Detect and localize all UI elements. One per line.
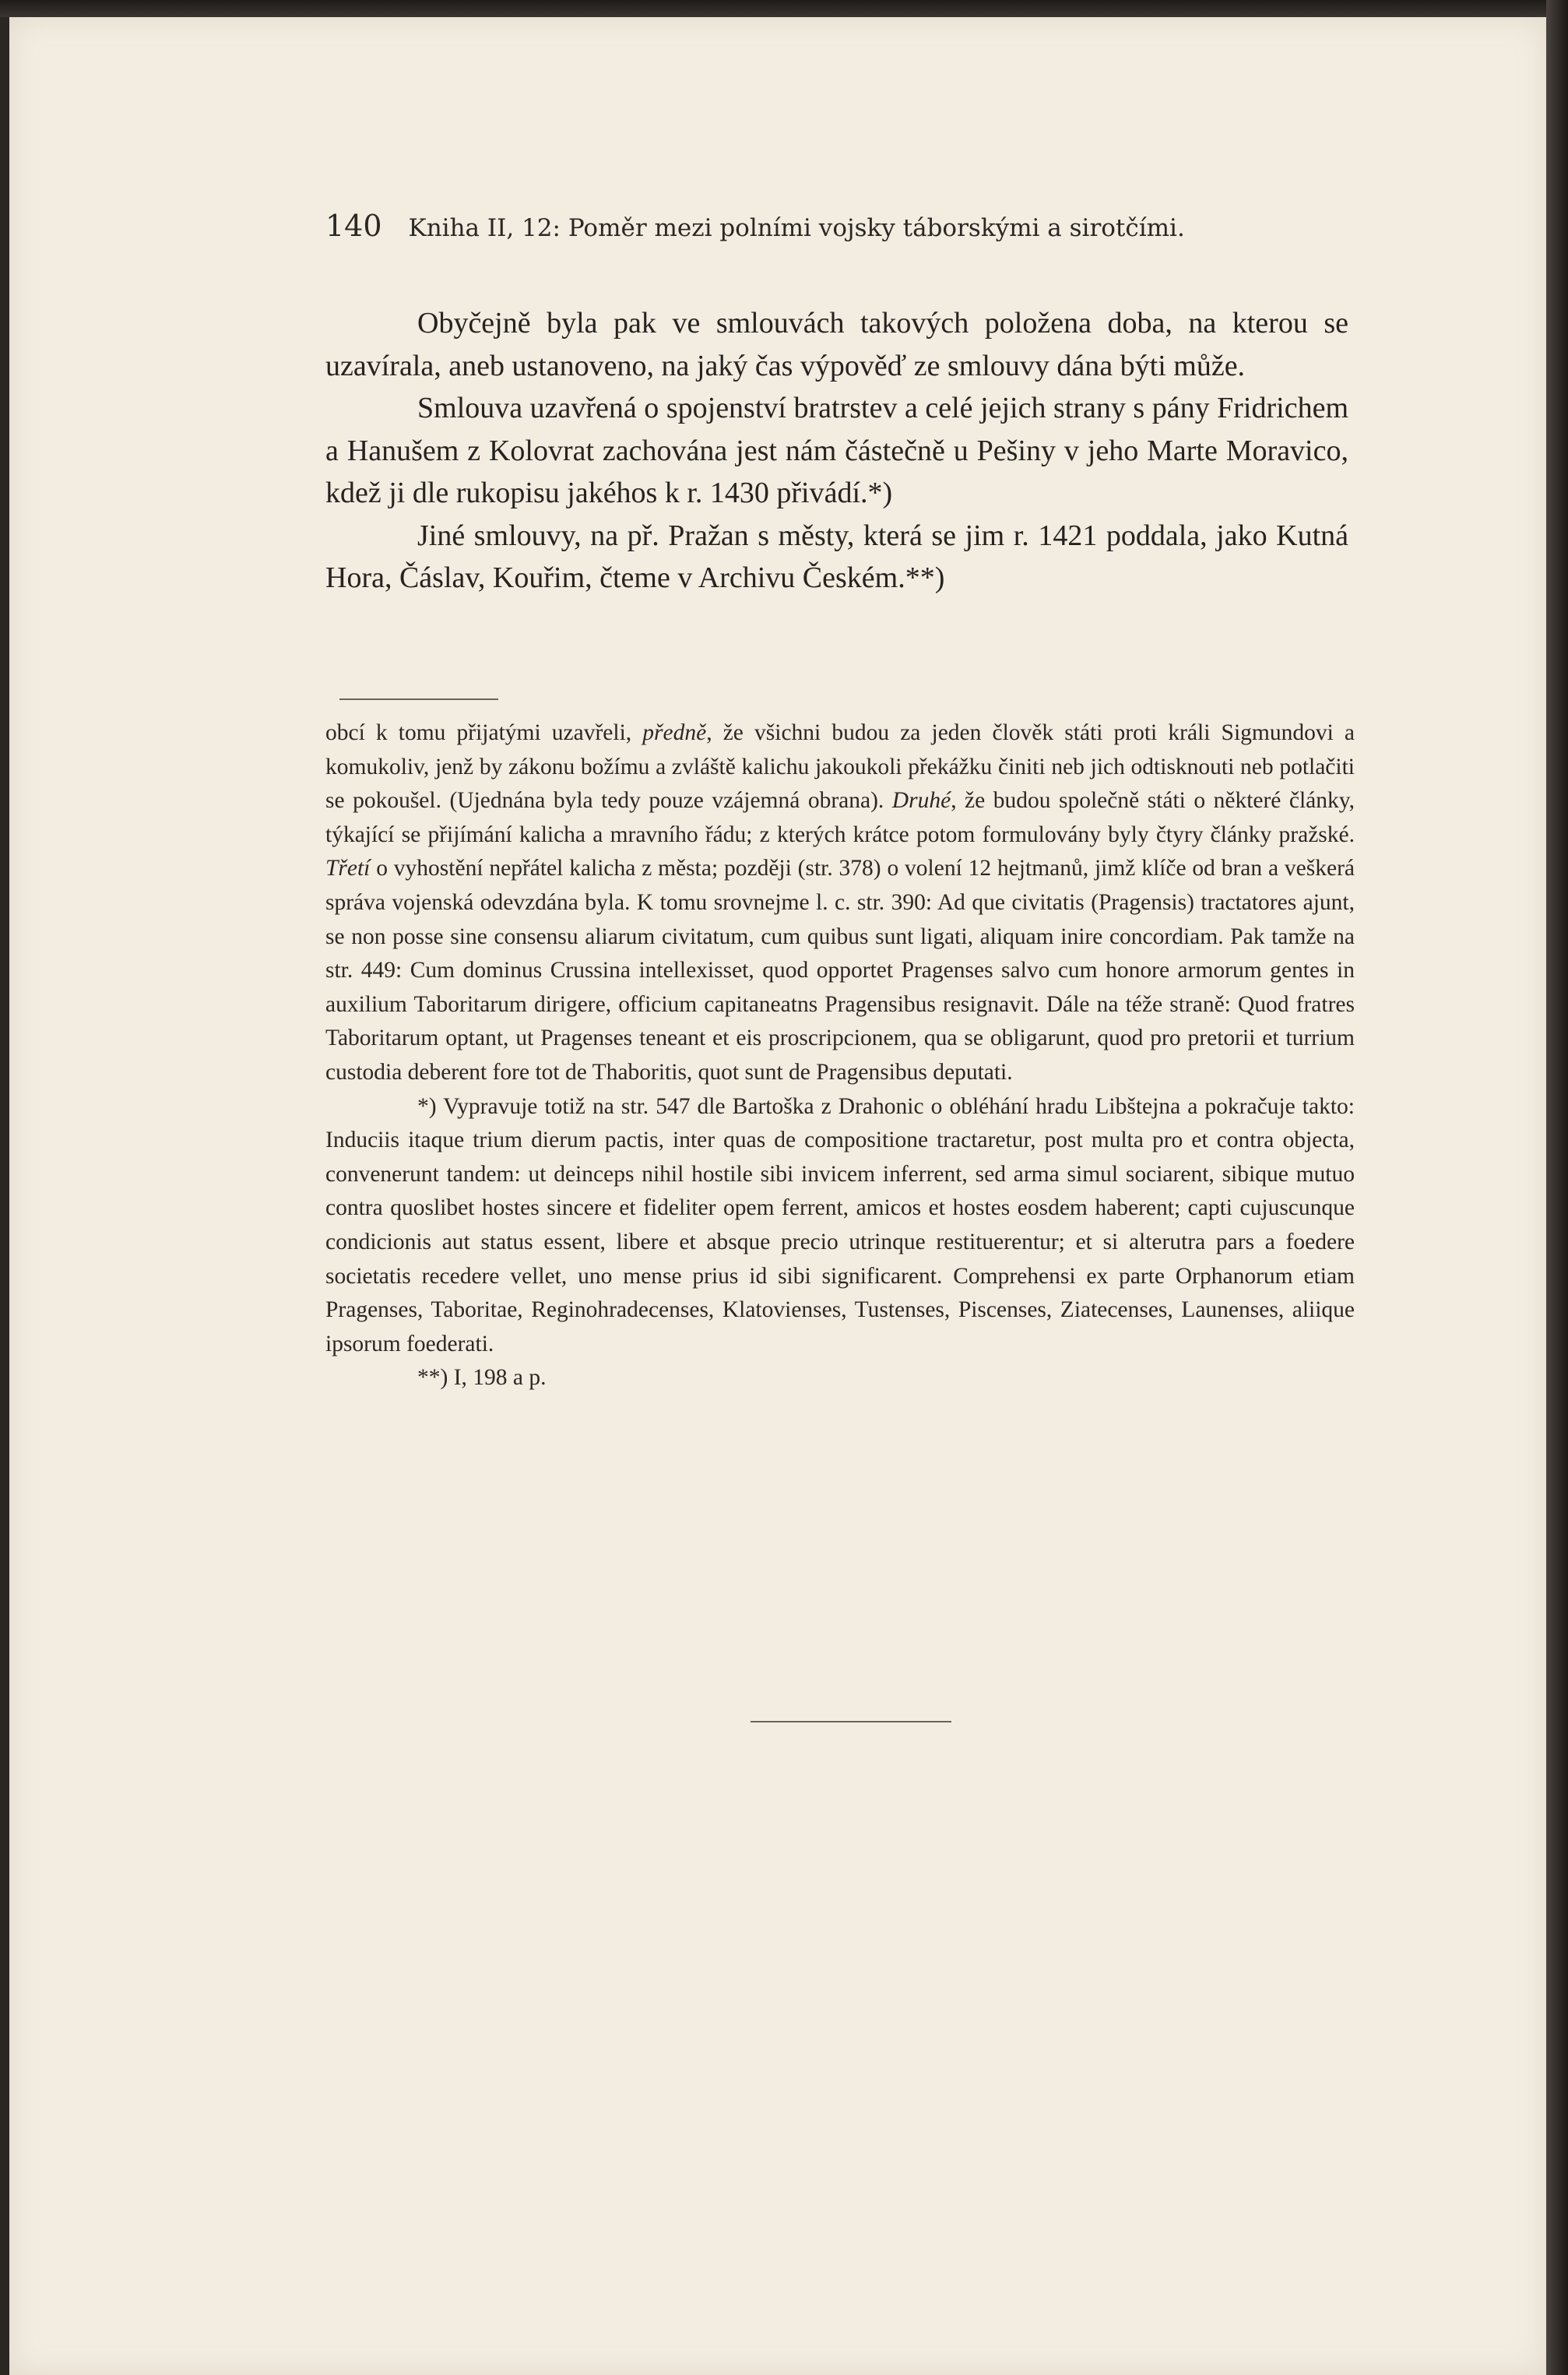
footnote-separator — [339, 698, 498, 700]
paragraph-2: Smlouva uzavřená o spojenství bratrstev a celé jejich strany s pány Fridrichem a Hanušem z Kolovrat zachována jest nám částečně u Pešiny v jeho Marte Moravico, kdež ji dle rukopisu jakéhos k r. 1430 přivádí.*) — [325, 392, 1348, 509]
end-rule — [751, 1721, 951, 1722]
paragraph-3: Jiné smlouvy, na př. Pražan s městy, která se jim r. 1421 poddala, jako Kutná Hora, Čáslav, Kouřim, čteme v Archivu Českém.**) — [325, 519, 1348, 594]
footnote-text: , že budou společně státi o některé články, týkající se přijímání kalicha a mravního řádu; z kterých krátce potom formulovány byly čtyry články pražské. — [325, 788, 1355, 847]
footnote-emphasis: Třetí — [325, 856, 371, 881]
footnote-emphasis: Druhé — [891, 788, 951, 814]
footnote-text: obcí k tomu přijatými uzavřeli, — [325, 720, 643, 745]
running-header — [325, 209, 1353, 243]
scan-edge-right — [1546, 0, 1568, 2375]
footnote-1: *) Vypravuje totiž na str. 547 dle Bartoška z Drahonic o obléhání hradu Libštejna a pokračuje takto: Induciis itaque trium dierum pactis, inter quas de compositione tractaretur, post multa pro et contra objecta, convenerunt tandem: ut deinceps nihil hostile sibi invicem inferrent, sed arma simul sociarent, sibique mutuo contra quoslibet hostes sincere et fideliter opem ferrent, amicos et hostes eosdem haberent; capti cujuscunque condicionis aut status essent, libere et absque precio utrinque restituerentur; et si alterutra pars a foedere societatis recedere vellet, uno mense prius id sibi significarent. Comprehensi ex parte Orphanorum etiam Pragenses, Taboritae, Reginohradecenses, Klatovienses, Tustenses, Piscenses, Ziatecenses, Launenses, aliique ipsorum foederati. — [325, 1093, 1355, 1356]
footnote-text: o vyhostění nepřátel kalicha z města; později (str. 378) o volení 12 hejtmanů, jimž klíče od bran a veškerá správa vojenská odevzdána byla. K tomu srovnejme l. c. str. 390: Ad que civitatis (Pragensis) tractatores ajunt, se non posse sine consensu aliarum civitatum, cum quibus sunt ligati, aliquam inire concordiam. Pak tamže na str. 449: Cum dominus Crussina intellexisset, quod opportet Pragenses salvo cum honore armorum gentes in auxilium Taboritarum dirigere, officium capitaneatns Pragensibus resignavit. Dále na téže straně: Quod fratres Taboritarum optant, ut Pragenses teneant et eis proscripcionem, qua se obligarunt, quod pro pretorii et turrium custodia deberent fore tot de Thaboritis, quot sunt de Pragensibus deputati. — [325, 856, 1355, 1085]
footnote-emphasis: předně — [642, 720, 707, 745]
page-number: 140 — [325, 209, 382, 243]
footnote-continuation — [325, 716, 1355, 1090]
main-text — [325, 302, 1348, 600]
paragraph-1: Obyčejně byla pak ve smlouvách takových položena doba, na kterou se uzavírala, aneb ustanoveno, na jaký čas výpověď ze smlouvy dána býti může. — [325, 307, 1348, 382]
footnote-text: , že všichni budou za jeden člověk státi proti králi Sigmundovi a komukoliv, jenž by zákonu božímu a zvláště kalichu jakoukoli překážku činiti neb jich odtisknouti neb potlačiti se pokoušel. (Ujednána byla tedy pouze vzájemná obrana). — [325, 720, 1355, 814]
footnote-2: **) I, 198 a p. — [417, 1365, 547, 1391]
running-title: Kniha II, 12: Poměr mezi polními vojsky táborskými a sirotčími. — [408, 214, 1185, 242]
footnotes — [325, 716, 1355, 1395]
scan-edge-top — [0, 0, 1568, 17]
